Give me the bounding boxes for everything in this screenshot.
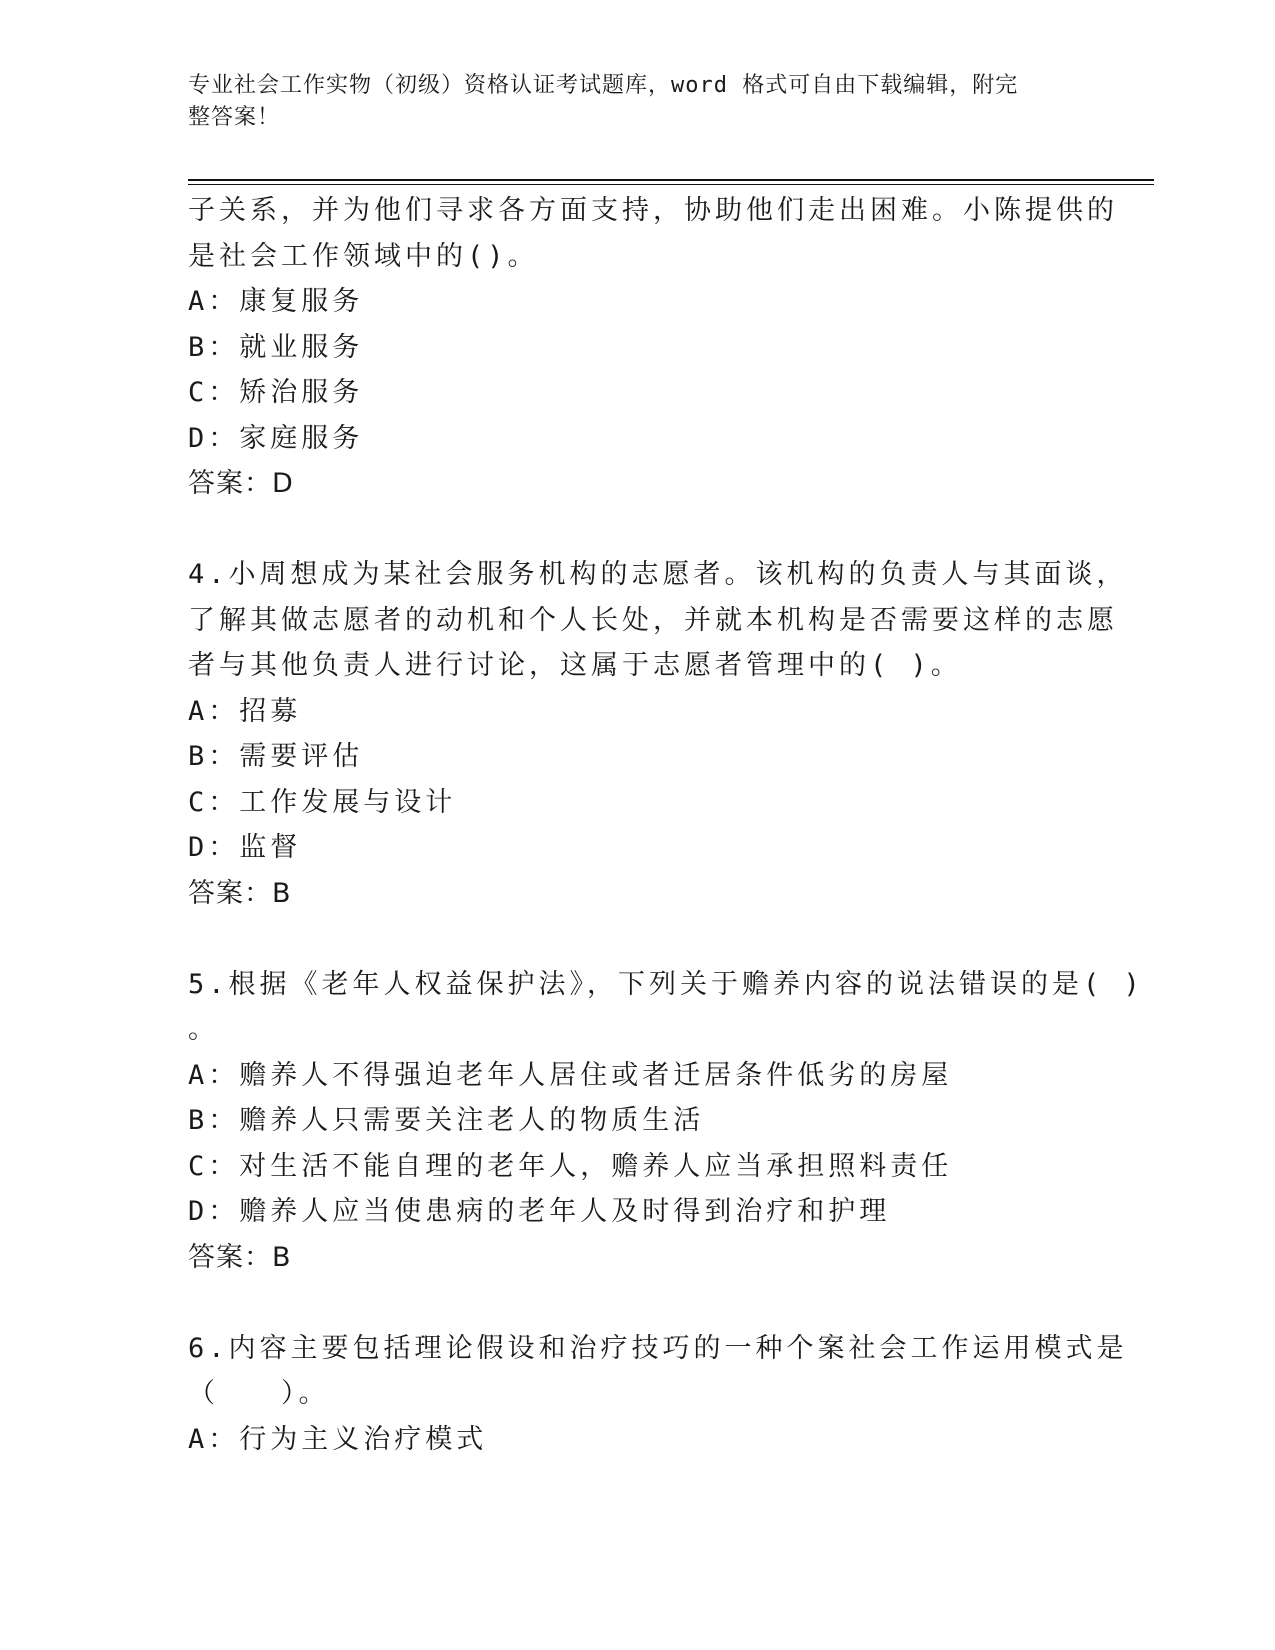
question-6 — [188, 1326, 1128, 1463]
question-3 — [188, 188, 1118, 507]
option-b: B：需要评估 — [188, 741, 364, 772]
spacer — [188, 1280, 1088, 1326]
option-c: C：对生活不能自理的老年人，赡养人应当承担照料责任 — [188, 1150, 953, 1182]
question-4 — [188, 552, 1128, 916]
question-stem-line: 了解其做志愿者的动机和个人长处，并就本机构是否需要这样的志愿 — [188, 604, 1118, 636]
option-a: A：行为主义治疗模式 — [188, 1423, 488, 1455]
option-d: D：监督 — [188, 832, 302, 863]
option-d: D：赡养人应当使患病的老年人及时得到治疗和护理 — [188, 1196, 891, 1227]
option-a: A：招募 — [188, 695, 302, 727]
spacer — [188, 507, 1088, 553]
option-c: C：工作发展与设计 — [188, 786, 457, 818]
spacer — [188, 916, 1088, 962]
option-b: B：就业服务 — [188, 331, 364, 363]
header-line-2: 整答案！ — [188, 105, 281, 130]
question-stem-line: 子关系，并为他们寻求各方面支持，协助他们走出困难。小陈提供的 — [188, 195, 1118, 226]
option-b: B：赡养人只需要关注老人的物质生活 — [188, 1105, 705, 1136]
question-stem-line: 5.根据《老年人权益保护法》，下列关于赡养内容的说法错误的是( ) — [188, 968, 1144, 1000]
question-stem-line: 。 — [188, 1014, 219, 1045]
answer: 答案：B — [188, 1241, 292, 1273]
question-stem-line: 者与其他负责人进行讨论，这属于志愿者管理中的( )。 — [188, 650, 962, 681]
option-d: D：家庭服务 — [188, 422, 364, 454]
question-stem-line: （ ）。 — [188, 1378, 330, 1409]
question-stem-line: 是社会工作领域中的()。 — [188, 240, 539, 272]
question-stem-line: 4.小周想成为某社会服务机构的志愿者。该机构的负责人与其面谈， — [188, 559, 1128, 590]
header-divider-thin — [188, 184, 1154, 185]
page-header — [188, 70, 1078, 134]
question-5 — [188, 962, 1144, 1281]
option-c: C：矫治服务 — [188, 377, 364, 408]
question-list — [188, 188, 1144, 1462]
option-a: A：赡养人不得强迫老年人居住或者迁居条件低劣的房屋 — [188, 1059, 953, 1091]
header-line-1: 专业社会工作实物（初级）资格认证考试题库，word 格式可自由下载编辑，附完 — [188, 73, 1019, 98]
header-divider-thick — [188, 179, 1154, 181]
option-a: A：康复服务 — [188, 286, 364, 317]
answer: 答案：B — [188, 877, 292, 909]
question-stem-line: 6.内容主要包括理论假设和治疗技巧的一种个案社会工作运用模式是 — [188, 1332, 1128, 1364]
answer: 答案：D — [188, 468, 294, 499]
